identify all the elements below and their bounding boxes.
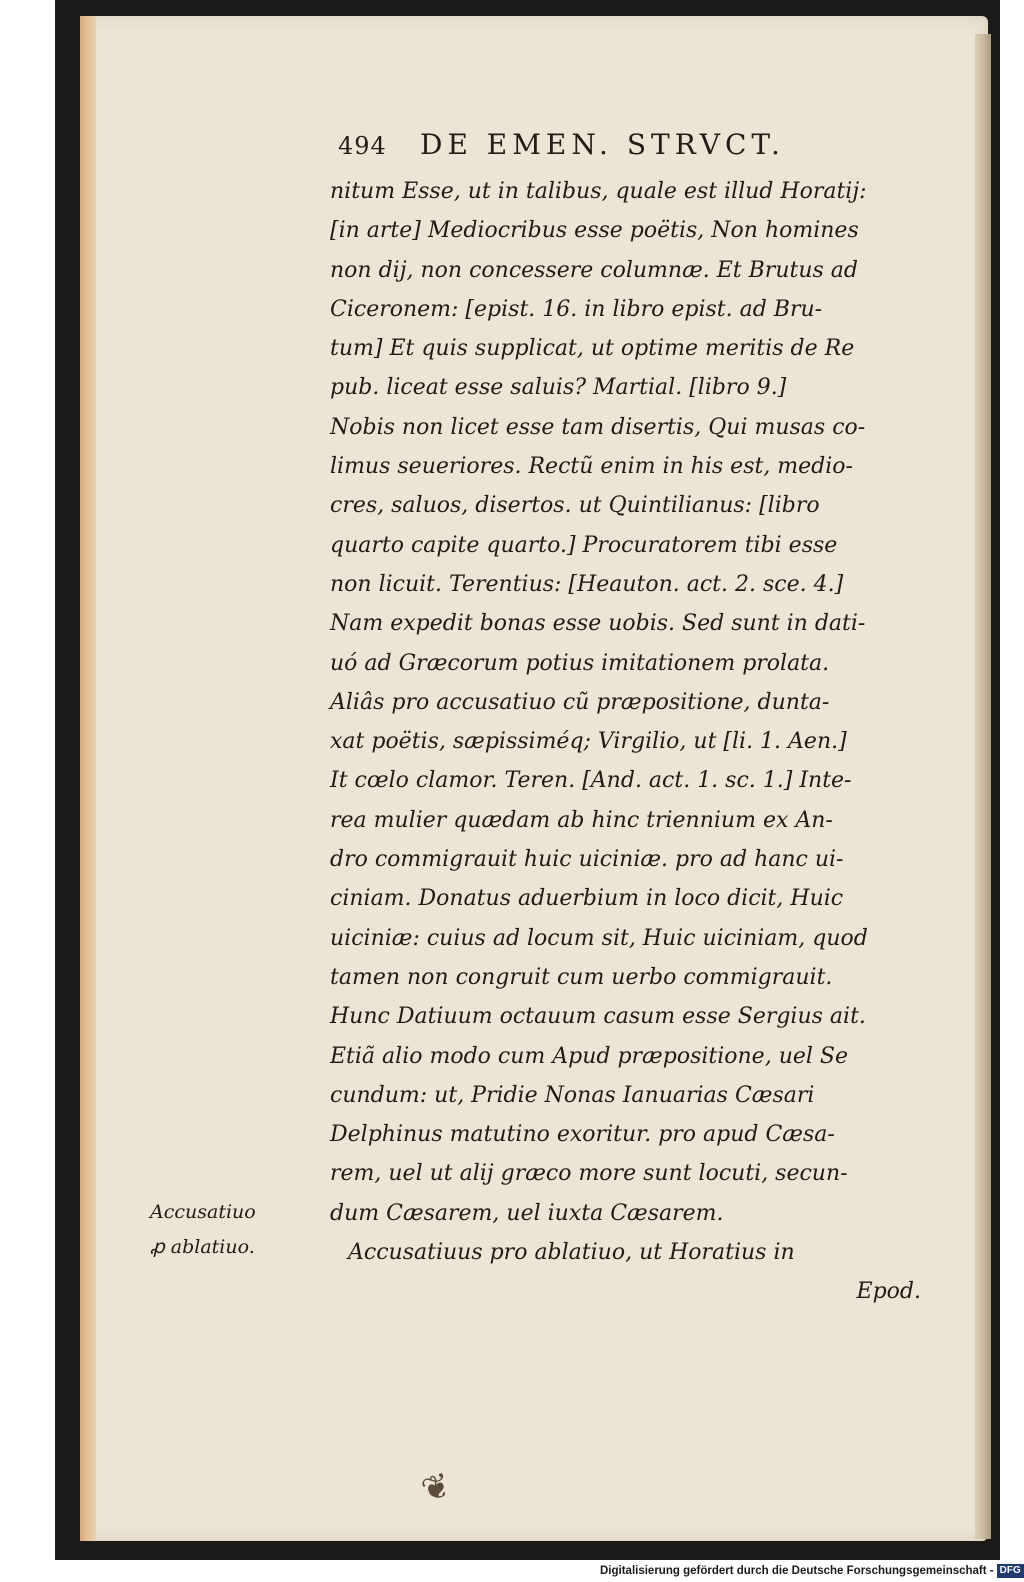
text-line: It cœlo clamor. Teren. [And. act. 1. sc. 1.] Inte- [330,768,852,794]
digitization-credit [600,1560,1021,1582]
text-line: nitum Esse, ut in talibus, quale est illud Horatij: [330,179,867,204]
text-line: limus seueriores. Rectũ enim in his est, medio- [330,454,853,480]
page-header [338,120,858,170]
page-number: 494 [338,132,387,160]
text-line: tamen non congruit cum uerbo commigrauit. [330,964,833,990]
dfg-logo: DFG [997,1564,1024,1578]
text-line: cres, saluos, disertos. ut Quintilianus: [libro [330,493,820,519]
marginal-note-line: ꝓ ablatiuo. [150,1236,255,1258]
text-line: Etiã alio modo cum Apud præpositione, uel Se [330,1043,848,1069]
text-line: rem, uel ut alij græco more sunt locuti, secun- [330,1161,848,1187]
text-line: Nobis non licet esse tam disertis, Qui musas co- [330,414,866,440]
page-stack-edge [975,34,991,1539]
marginal-note-line: Accusatiuo [150,1201,256,1223]
text-line: [in arte] Mediocribus esse poëtis, Non homines [330,218,859,244]
running-head: DE EMEN. STRVCT. [420,128,785,161]
text-line: uiciniæ: cuius ad locum sit, Huic uiciniam, quod [330,925,868,951]
body-text [330,172,945,1312]
text-line: cundum: ut, Pridie Nonas Ianuarias Cæsari [330,1082,815,1108]
text-line: quarto capite quarto.] Procuratorem tibi esse [330,532,838,558]
text-line: dum Cæsarem, uel iuxta Cæsarem. [330,1200,724,1226]
text-line: Nam expedit bonas esse uobis. Sed sunt in dati- [330,611,866,637]
text-line: Delphinus matutino exoritur. pro apud Cæsa- [330,1122,835,1148]
ornament-mark: ❦ [416,1464,456,1512]
catchword: Epod. [856,1279,921,1305]
text-line: Aliâs pro accusatiuo cũ præpositione, dunta- [330,689,830,715]
text-line: Ciceronem: [epist. 16. in libro epist. ad Bru- [330,296,823,322]
page-left-edge [80,16,96,1541]
text-line: Accusatiuus pro ablatiuo, ut Horatius in [348,1240,795,1266]
text-line: rea mulier quædam ab hinc triennium ex An- [330,807,833,833]
text-line: tum] Et quis supplicat, ut optime meritis de Re [330,336,855,362]
credit-text: Digitalisierung gefördert durch die Deutsche Forschungsgemeinschaft - [600,1565,994,1577]
text-line: Hunc Datiuum octauum casum esse Sergius ait. [330,1004,866,1030]
text-line: ciniam. Donatus aduerbium in loco dicit, Huic [330,886,844,912]
text-line: dro commigrauit huic uiciniæ. pro ad hanc ui- [330,847,844,873]
text-line: non dij, non concessere columnæ. Et Brutus ad [330,257,858,283]
text-line: non licuit. Terentius: [Heauton. act. 2. sce. 4.] [330,571,844,597]
text-line: pub. liceat esse saluis? Martial. [libro 9.] [330,375,787,401]
text-line: xat poëtis, sæpissiméq; Virgilio, ut [li. 1. Aen.] [330,729,847,755]
marginal-note [150,1195,320,1265]
text-line: uó ad Græcorum potius imitationem prolata. [330,650,830,676]
